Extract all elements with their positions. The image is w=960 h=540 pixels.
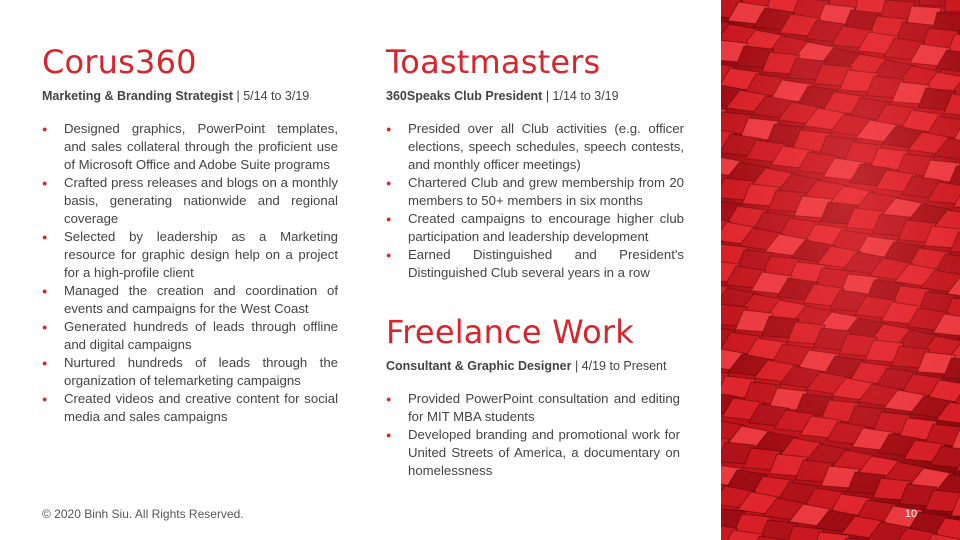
bullet-item: ● Chartered Club and grew membership from 20 members to 50+ members in six months bbox=[386, 174, 684, 210]
section-title: Toastmasters bbox=[386, 43, 601, 81]
section-subtitle bbox=[42, 88, 338, 104]
section-subtitle bbox=[386, 358, 680, 374]
job-dates: 5/14 to 3/19 bbox=[243, 89, 310, 103]
bullet-item: ● Created campaigns to encourage higher club participation and leadership development bbox=[386, 210, 684, 246]
bullet-item: ● Earned Distinguished and President's Distinguished Club several years in a row bbox=[386, 246, 684, 282]
section-toastmasters bbox=[386, 44, 684, 282]
bullet-item: ● Presided over all Club activities (e.g. officer elections, speech schedules, speech contests, and monthly officer meetings) bbox=[386, 120, 684, 174]
job-role: Marketing & Branding Strategist bbox=[42, 89, 233, 103]
separator: | bbox=[574, 359, 579, 373]
red-tile-facade-image bbox=[721, 0, 960, 540]
section-title: Freelance Work bbox=[386, 313, 634, 351]
copyright-footer: © 2020 Binh Siu. All Rights Reserved. bbox=[42, 507, 244, 521]
bullet-item: ● Nurtured hundreds of leads through the organization of telemarketing campaigns bbox=[42, 354, 338, 390]
bullet-list bbox=[386, 390, 680, 480]
section-freelance-work bbox=[386, 314, 680, 480]
bullet-item: ● Developed branding and promotional work for United Streets of America, a documentary on homelessness bbox=[386, 426, 680, 480]
bullet-item: ● Generated hundreds of leads through offline and digital campaigns bbox=[42, 318, 338, 354]
section-corus360 bbox=[42, 44, 338, 426]
bullet-item: ● Provided PowerPoint consultation and editing for MIT MBA students bbox=[386, 390, 680, 426]
decorative-image bbox=[721, 0, 960, 540]
section-title: Corus360 bbox=[42, 43, 197, 81]
bullet-item: ● Created videos and creative content for social media and sales campaigns bbox=[42, 390, 338, 426]
separator: | bbox=[236, 89, 240, 103]
bullet-item: ● Designed graphics, PowerPoint templates, and sales collateral through the proficient use of Microsoft Office and Adobe Suite programs bbox=[42, 120, 338, 174]
bullet-list bbox=[42, 120, 338, 426]
separator: | bbox=[545, 89, 550, 103]
job-role: 360Speaks Club President bbox=[386, 89, 543, 103]
job-role: Consultant & Graphic Designer bbox=[386, 359, 572, 373]
bullet-item: ● Managed the creation and coordination of events and campaigns for the West Coast bbox=[42, 282, 338, 318]
page-number: 10 bbox=[904, 508, 918, 520]
bullet-list bbox=[386, 120, 684, 282]
section-subtitle bbox=[386, 88, 684, 104]
bullet-item: ● Selected by leadership as a Marketing resource for graphic design help on a project for a high-profile client bbox=[42, 228, 338, 282]
job-dates: 1/14 to 3/19 bbox=[552, 89, 619, 103]
job-dates: 4/19 to Present bbox=[581, 359, 667, 373]
bullet-item: ● Crafted press releases and blogs on a monthly basis, generating nationwide and regional coverage bbox=[42, 174, 338, 228]
